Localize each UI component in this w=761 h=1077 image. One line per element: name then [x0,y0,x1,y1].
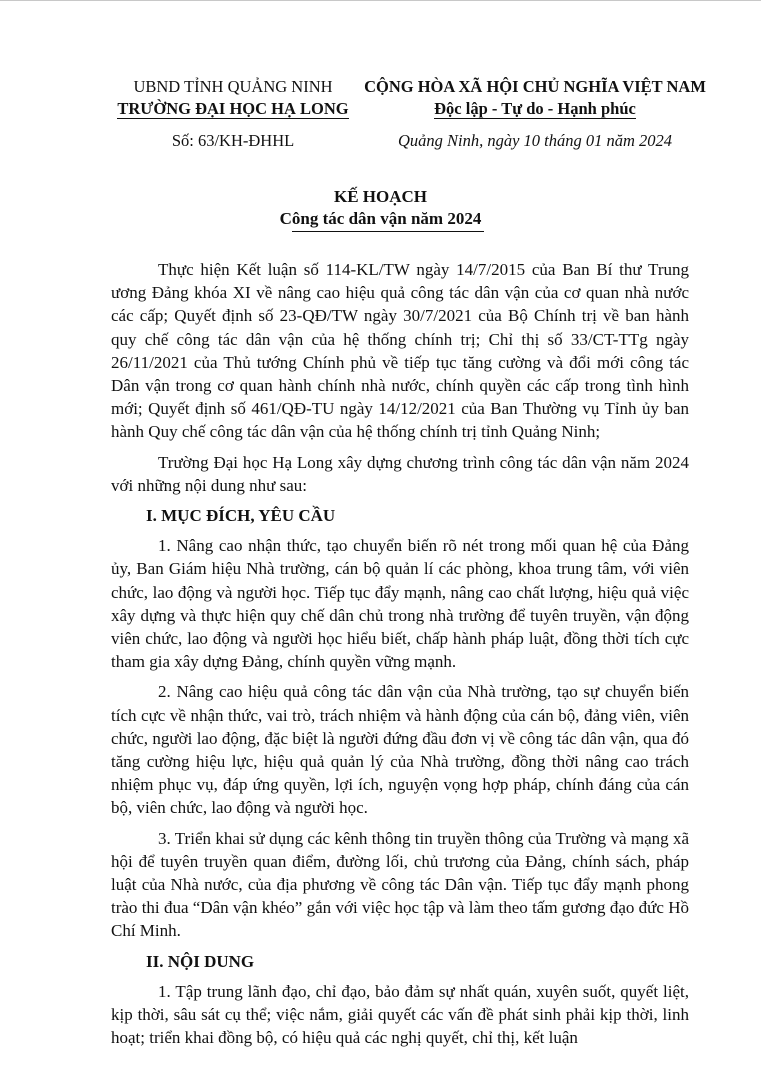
document-body [111,258,689,1057]
national-motto: Độc lập - Tự do - Hạnh phúc [434,99,636,118]
school-name: TRƯỜNG ĐẠI HỌC HẠ LONG [117,99,349,118]
intro-paragraph-2: Trường Đại học Hạ Long xây dựng chương trình công tác dân vận năm 2024 với những nội dung như sau: [111,452,689,495]
section1-item-3: 3. Triển khai sử dụng các kênh thông tin truyền thông của Trường và mạng xã hội để tuyên truyền quan điểm, đường lối, chủ trương của Đảng, chính sách, pháp luật của Nhà nước, của địa phương về công tác Dân vận. Tiếp tục đẩy mạnh phong trào thi đua “Dân vận khéo” gắn với việc học tập và làm theo tấm gương đạo đức Hồ Chí Minh. [111,828,689,941]
section2-item-1: 1. Tập trung lãnh đạo, chỉ đạo, bảo đảm sự nhất quán, xuyên suốt, quyết liệt, kịp thời, sâu sát cụ thể; việc nắm, giải quyết các vấn đề phát sinh phải kịp thời, linh hoạt; triển khai đồng bộ, có hiệu quả các nghị quyết, chỉ thị, kết luận [111,981,689,1048]
place-and-date: Quảng Ninh, ngày 10 tháng 01 năm 2024 [397,131,673,150]
section1-item-2: 2. Nâng cao hiệu quả công tác dân vận của Nhà trường, tạo sự chuyển biến tích cực về nhận thức, vai trò, trách nhiệm và hành động của cán bộ, đảng viên, viên chức, người lao động, đặc biệt là người đứng đầu đơn vị về công tác dân vận, qua đó tăng cường hiệu lực, hiệu quả quản lý của Nhà trường, đồng thời nâng cao trách nhiệm phục vụ, đáp ứng quyền, lợi ích, nguyện vọng hợp pháp, chính đáng của cán bộ, viên chức, lao động và người học. [111,682,689,818]
document-number: Số: 63/KH-ĐHHL [171,131,295,150]
title-subject: Công tác dân vận năm 2024 [279,209,482,228]
national-heading [362,76,708,120]
document-title [0,186,761,230]
title-underline [292,231,484,232]
country-name: CỘNG HÒA XÃ HỘI CHỦ NGHĨA VIỆT NAM [364,77,706,96]
section-heading-2: II. NỘI DUNG [146,951,255,971]
section-heading-1: I. MỤC ĐÍCH, YÊU CẦU [146,506,336,526]
intro-paragraph-1: Thực hiện Kết luận số 114-KL/TW ngày 14/7/2015 của Ban Bí thư Trung ương Đảng khóa XI về nâng cao hiệu quả công tác dân vận của cơ quan nhà nước các cấp; Quyết định số 23-QĐ/TW ngày 30/7/2021 của Bộ Chính trị về ban hành quy chế công tác dân vận của hệ thống chính trị; Chỉ thị số 33/CT-TTg ngày 26/11/2021 của Thủ tướng Chính phủ về tiếp tục tăng cường và đổi mới công tác Dân vận trong cơ quan hành chính nhà nước, chính quyền các cấp trong tình hình mới; Quyết định số 461/QĐ-TU ngày 14/12/2021 của Ban Thường vụ Tỉnh ủy ban hành Quy chế công tác dân vận của hệ thống chính trị tỉnh Quảng Ninh; [111,260,689,442]
page-top-border [0,0,761,1]
agency-name: UBND TỈNH QUẢNG NINH [133,77,333,96]
section1-item-1: 1. Nâng cao nhận thức, tạo chuyển biến rõ nét trong mối quan hệ của Đảng ủy, Ban Giám hiệu Nhà trường, cán bộ quản lí các phòng, khoa trung tâm, với viên chức, lao động và người học. Tiếp tục đẩy mạnh, nâng cao chất lượng, hiệu quả việc xây dựng và thực hiện quy chế dân chủ trong nhà trường để tuyên truyền, vận động viên chức, lao động và người học hiểu biết, chấp hành pháp luật, đồng thời tích cực tham gia xây dựng Đảng, chính quyền vững mạnh. [111,536,689,672]
title-type: KẾ HOẠCH [333,187,428,206]
issuer-block [108,76,358,120]
